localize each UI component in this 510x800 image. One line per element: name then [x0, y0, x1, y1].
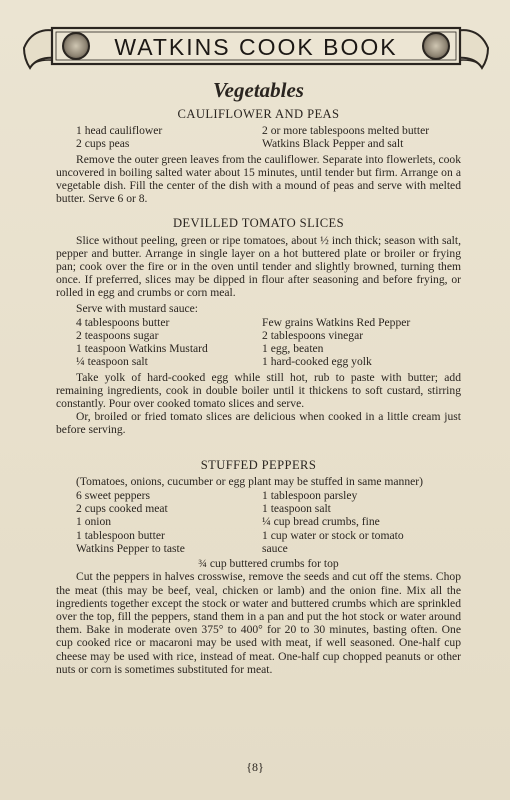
topping-line: ¾ cup buttered crumbs for top	[198, 557, 339, 571]
ingredient: ¼ cup bread crumbs, fine	[262, 515, 380, 529]
chapter-title: Vegetables	[213, 78, 304, 102]
ingredient: ¼ teaspoon salt	[76, 355, 148, 369]
ingredient: 4 tablespoons butter	[76, 315, 170, 329]
ingredient: 1 egg, beaten	[262, 342, 324, 356]
book-title: WATKINS COOK BOOK	[114, 34, 398, 60]
intro-peppers: (Tomatoes, onions, cucumber or egg plant may be stuffed in same manner)	[76, 474, 424, 488]
page-content	[56, 78, 461, 676]
ingredient: 1 tablespoon parsley	[262, 489, 358, 503]
variation-tomato: Or, broiled or fried tomato slices are delicious when cooked in a little cream just before serving.	[56, 410, 461, 437]
sauce-intro: Serve with mustard sauce:	[76, 301, 199, 315]
recipe-title-cauliflower: CAULIFLOWER AND PEAS	[177, 107, 340, 121]
ingredient: sauce	[262, 541, 288, 555]
ingredient: 1 teaspoon salt	[262, 502, 331, 516]
ingredient: 2 cups cooked meat	[76, 502, 168, 516]
method-cauliflower: Remove the outer green leaves from the cauliflower. Separate into flowerlets, cook uncovered in boiling salted water about 15 minutes, until tender but firm. Arrange on a vegetable dish. Fill the center of the dish with a mound of peas and serve with melted butter. Serve 6 or 8.	[56, 152, 461, 206]
ingredient: 2 or more tablespoons melted butter	[262, 124, 430, 138]
method-tomato: Slice without peeling, green or ripe tomatoes, about ½ inch thick; season with salt, pepper and butter. Arrange in single layer on a hot buttered plate or broiler or frying pan; cook over the fire or in the oven until tender and slightly browned, turning them once. If preferred, slices may be dipped in flour after seasoning and before frying, or rolled in egg and crumbs or corn meal.	[56, 233, 461, 300]
ingredient: 6 sweet peppers	[76, 489, 151, 503]
method-peppers: Cut the peppers in halves crosswise, remove the seeds and cut off the stems. Chop the meat (this may be beef, veal, chicken or lamb) and the onion fine. Mix all the ingredients together except the stock or water and buttered crumbs which are sprinkled over the top, fill the peppers, stand them in a pan and put the hot stock or water around them. Bake in moderate oven 375° to 400° for 20 to 30 minutes, basting often. One cup cooked rice or macaroni may be used with meat, if well seasoned. One-half cup cheese may be used with rice, instead of meat. One-half cup chopped peanuts or other nuts or corn is sometimes substituted for meat.	[56, 570, 461, 676]
header-banner	[22, 18, 490, 74]
ingredient-list-sauce	[56, 316, 461, 369]
ingredient: 1 cup water or stock or tomato	[262, 528, 404, 542]
method-sauce: Take yolk of hard-cooked egg while still hot, rub to paste with butter; add remaining ingredients, cook in double boiler until it thickens to soft custard, stirring constantly. Pour over cooked tomato slices and serve.	[56, 370, 461, 411]
ingredient: Watkins Pepper to taste	[76, 541, 185, 555]
ingredient-list-peppers	[56, 489, 461, 555]
recipe-title-tomato: DEVILLED TOMATO SLICES	[172, 216, 345, 231]
ingredient: 1 hard-cooked egg yolk	[262, 355, 372, 369]
ingredient: 1 teaspoon Watkins Mustard	[76, 342, 208, 356]
ingredient: Watkins Black Pepper and salt	[262, 137, 404, 151]
ingredient: 2 cups peas	[76, 137, 130, 151]
ingredient: 1 onion	[76, 515, 112, 529]
recipe-title-peppers: STUFFED PEPPERS	[200, 457, 317, 472]
ingredient-list-cauliflower	[56, 124, 461, 150]
ingredient: Few grains Watkins Red Pepper	[262, 315, 411, 329]
ingredient: 1 head cauliflower	[76, 124, 163, 138]
ingredient: 2 teaspoons sugar	[76, 329, 159, 343]
ingredient: 1 tablespoon butter	[76, 528, 165, 542]
ingredient: 2 tablespoons vinegar	[262, 329, 364, 343]
page-number: {8}	[246, 760, 264, 774]
